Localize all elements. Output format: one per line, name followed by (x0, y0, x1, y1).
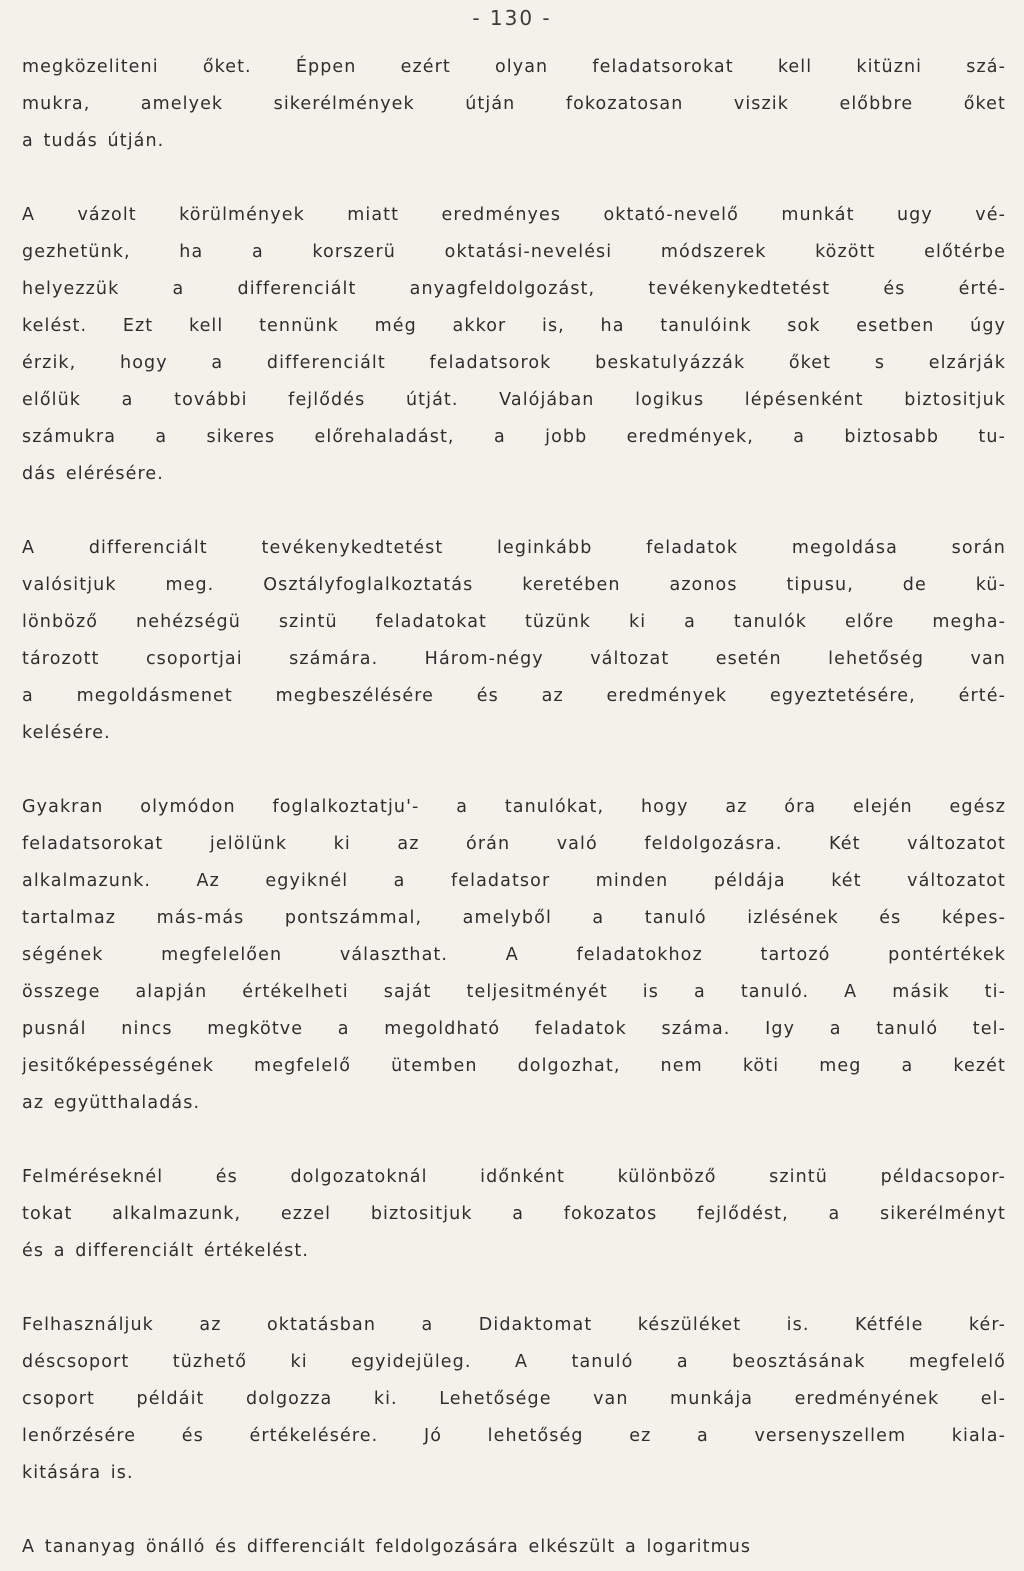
text-line: ségének megfelelően választhat. A feladatokhoz tartozó pontértékek (22, 945, 1006, 965)
text-line: és a differenciált értékelést. (22, 1241, 309, 1261)
text-line: feladatsorokat jelölünk ki az órán való feldolgozásra. Két változatot (22, 834, 1006, 854)
text-line: az együtthaladás. (22, 1093, 201, 1113)
text-line: valósitjuk meg. Osztályfoglalkoztatás keretében azonos tipusu, de kü- (22, 575, 1006, 595)
paragraph (22, 1164, 1006, 1275)
text-line: alkalmazunk. Az egyiknél a feladatsor minden példája két változatot (22, 871, 1006, 891)
text-line: mukra, amelyek sikerélmények útján fokozatosan viszik előbbre őket (22, 94, 1006, 114)
text-line: Felméréseknél és dolgozatoknál időnként különböző szintü példacsopor- (22, 1167, 1006, 1187)
text-line: A tananyag önálló és differenciált feldolgozására elkészült a logaritmus (22, 1537, 752, 1557)
text-line: megközeliteni őket. Éppen ezért olyan feladatsorokat kell kitüzni szá- (22, 57, 1006, 77)
text-line: érzik, hogy a differenciált feladatsorok beskatulyázzák őket s elzárják (22, 353, 1006, 373)
text-line: kelésére. (22, 723, 111, 743)
text-line: a tudás útján. (22, 131, 165, 151)
text-line: kitására is. (22, 1463, 134, 1483)
body-text (22, 54, 1006, 1571)
text-line: déscsoport tüzhető ki egyidejüleg. A tanuló a beosztásának megfelelő (22, 1352, 1006, 1372)
text-line: Felhasználjuk az oktatásban a Didaktomat készüléket is. Kétféle kér- (22, 1315, 1006, 1335)
paragraph (22, 1312, 1006, 1497)
text-line: lenőrzésére és értékelésére. Jó lehetőség ez a versenyszellem kiala- (22, 1426, 1006, 1446)
text-line: helyezzük a differenciált anyagfeldolgozást, tevékenykedtetést és érté- (22, 279, 1006, 299)
text-line: dás elérésére. (22, 464, 164, 484)
text-line: A differenciált tevékenykedtetést leginkább feladatok megoldása során (22, 538, 1006, 558)
paragraph (22, 1534, 1006, 1571)
text-line: a megoldásmenet megbeszélésére és az eredmények egyeztetésére, érté- (22, 686, 1006, 706)
text-line: előlük a további fejlődés útját. Valójában logikus lépésenként biztositjuk (22, 390, 1006, 410)
text-line: jesitőképességének megfelelő ütemben dolgozhat, nem köti meg a kezét (22, 1056, 1006, 1076)
text-line: számukra a sikeres előrehaladást, a jobb eredmények, a biztosabb tu- (22, 427, 1006, 447)
text-line: pusnál nincs megkötve a megoldható feladatok száma. Igy a tanuló tel- (22, 1019, 1006, 1039)
text-line: tartalmaz más-más pontszámmal, amelyből a tanuló izlésének és képes- (22, 908, 1006, 928)
text-line: Gyakran olymódon foglalkoztatju'- a tanulókat, hogy az óra elején egész (22, 797, 1006, 817)
paragraph (22, 54, 1006, 165)
text-line: gezhetünk, ha a korszerü oktatási-nevelési módszerek között előtérbe (22, 242, 1006, 262)
text-line: csoport példáit dolgozza ki. Lehetősége van munkája eredményének el- (22, 1389, 1006, 1409)
paragraph (22, 794, 1006, 1127)
paragraph (22, 202, 1006, 498)
text-line: kelést. Ezt kell tennünk még akkor is, ha tanulóink sok esetben úgy (22, 316, 1006, 336)
text-line: tározott csoportjai számára. Három-négy változat esetén lehetőség van (22, 649, 1006, 669)
page-number: - 130 - (472, 6, 552, 30)
text-line: összege alapján értékelheti saját teljesitményét is a tanuló. A másik ti- (22, 982, 1006, 1002)
text-line: A vázolt körülmények miatt eredményes oktató-nevelő munkát ugy vé- (22, 205, 1006, 225)
text-line: tokat alkalmazunk, ezzel biztositjuk a fokozatos fejlődést, a sikerélményt (22, 1204, 1006, 1224)
paragraph (22, 535, 1006, 757)
text-line: lönböző nehézségü szintü feladatokat tüzünk ki a tanulók előre megha- (22, 612, 1006, 632)
